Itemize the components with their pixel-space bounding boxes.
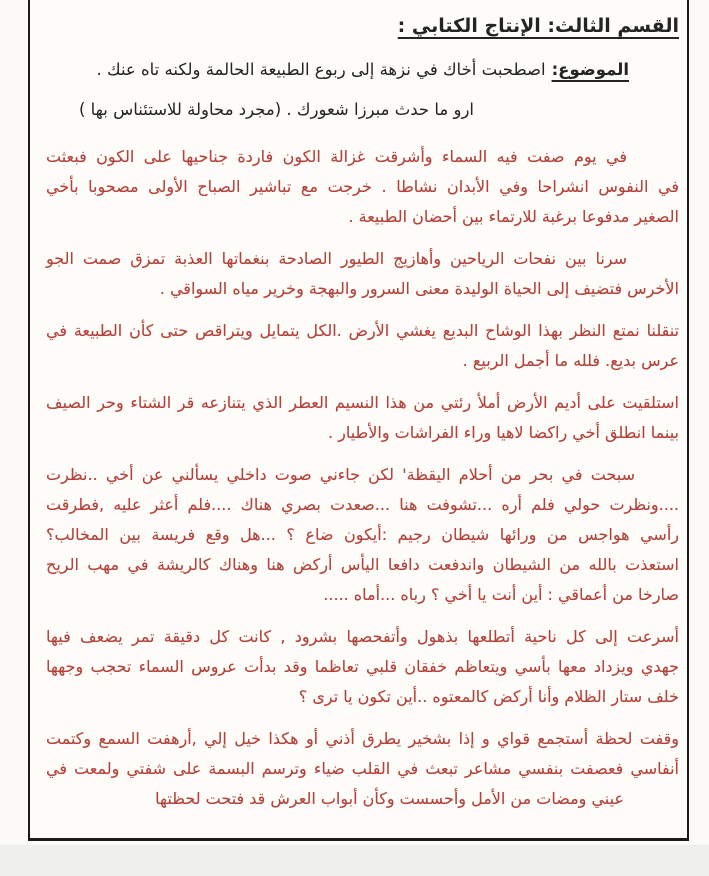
essay-line: صارخا من أعماقي : أين أنت يا أخي ؟ رباه ...أماه ..... [323, 585, 679, 604]
subject-label: الموضوع: [551, 60, 629, 79]
essay-line: خلف ستار الظلام وأنا أركض كالمعتوه ..أين تكون يا ترى ؟ [298, 687, 679, 706]
essay-line: استعذت بالله من الشيطان واندفعت دافعا اليأس أركض هنا وهناك كالريشة في مهب الريح [46, 555, 679, 574]
essay-paragraph [46, 460, 679, 610]
section-title: القسم الثالث: الإنتاج الكتابي : [397, 15, 679, 37]
essay-paragraph [46, 724, 679, 814]
essay-line: عيني ومضات من الأمل وأحسست وكأن أبواب العرش قد فتحت لحظتها [155, 789, 624, 808]
essay-paragraph [46, 142, 679, 232]
essay-line: جهدي ويزداد معها بأسي ويتعاظم خفقان قلبي تعاظما وقد بدأت عروس السماء تحجب وجهها [46, 657, 679, 676]
essay-paragraph [46, 316, 679, 376]
essay-line: رأسي هواجس من ورائها شيطان رجيم :أيكون ضاع ؟ ...هل وقع فريسة بين المخالب؟ [46, 525, 679, 544]
scan-bottom-margin [0, 845, 709, 876]
essay-paragraph [46, 622, 679, 712]
essay-line: في يوم صفت فيه السماء وأشرقت غزالة الكون فاردة جناحيها على الكون فبعثت [46, 147, 627, 166]
essay-line: الأخرس فتضيف إلى الحياة الوليدة معنى السرور والبهجة وخرير مياه السواقي . [159, 279, 679, 298]
essay-line: بينما انطلق أخي راكضا لاهيا وراء الفراشات والأطيار . [327, 423, 679, 442]
subject-line [46, 56, 679, 84]
subject-text: اصطحبت أخاك في نزهة إلى ربوع الطبيعة الحالمة ولكنه تاه عنك . [96, 60, 546, 79]
essay-line: وقفت لحظة أستجمع قواي و إذا بشخير يطرق أذني أو هكذا خيل إلي ,أرهفت السمع وكتمت [46, 729, 679, 748]
essay-line: سبحت في بحر من أحلام اليقظة' لكن جاءني صوت داخلي يسألني عن أخي ..نظرت [46, 465, 635, 484]
essay-line: أنفاسي فعصفت بنفسي مشاعر تبعث في القلب ضياء وترسم البسمة على شفتي ولمعت في [46, 759, 679, 778]
essay-line: في النفوس انشراحا وفي الأبدان نشاطا . خرجت مع تباشير الصباح الأولى مصحوبا بأخي [46, 177, 679, 196]
essay-line: تنقلنا نمتع النظر بهذا الوشاح البديع يغشي الأرض .الكل يتمايل ويتراقص حتى كأن الطبيعة في [46, 321, 679, 340]
essay-line: عرس بديع. فلله ما أجمل الربيع . [462, 351, 679, 370]
essay-line: أسرعت إلى كل ناحية أتطلعها بذهول وأتفحصها بشرود , كانت كل دقيقة تمر يضعف فيها [46, 627, 679, 646]
exam-sheet [28, 0, 689, 841]
instruction-line: ارو ما حدث مبرزا شعورك . (مجرد محاولة للاستئناس بها ) [78, 100, 474, 119]
essay-body [46, 142, 679, 814]
essay-line: الصغير مدفوعا برغبة للارتماء بين أحضان الطبيعة . [348, 207, 679, 226]
essay-line: سرنا بين نفحات الرياحين وأهازيج الطيور الصادحة بنغماتها العذبة تمزق صمت الجو [46, 249, 627, 268]
essay-line: ....ونظرت حولي فلم أره ...تشوفت هنا ...صعدت بصري هناك ....فلم أعثر عليه ,فطرقت [46, 495, 679, 514]
essay-line: استلقيت على أديم الأرض أملأ رئتي من هذا النسيم العطر الذي يتنازعه قر الشتاء وحر الصيف [46, 393, 679, 412]
essay-paragraph [46, 244, 679, 304]
essay-paragraph [46, 388, 679, 448]
